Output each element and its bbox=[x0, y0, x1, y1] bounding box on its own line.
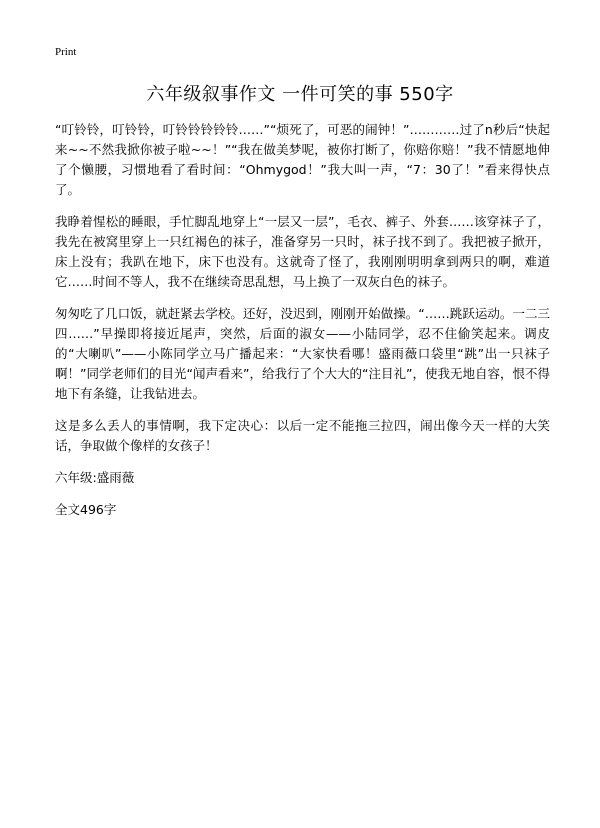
author-line: 六年级:盛雨薇 bbox=[55, 470, 135, 485]
article-title: 六年级叙事作文 一件可笑的事 550字 bbox=[146, 84, 454, 105]
paragraph-4: 这是多么丢人的事情啊，我下定决心：以后一定不能拖三拉四，闹出像今天一样的大笑话，争取做个像样的女孩子！ bbox=[55, 418, 550, 453]
paragraph-2: 我睁着惺松的睡眼，手忙脚乱地穿上“一层又一层”，毛衣、裤子、外套……该穿袜子了，我先在被窝里穿上一只红褐色的袜子，准备穿另一只时，袜子找不到了。我把被子掀开，床上没有；我趴在地下，床下也没有。这就奇了怪了，我刚刚明明拿到两只的啊，难道它……时间不等人，我不在继续奇思乱想，马上换了一双灰白色的袜子。 bbox=[55, 214, 550, 289]
print-link[interactable]: Print bbox=[55, 46, 77, 58]
word-count: 全文496字 bbox=[55, 502, 117, 517]
article-body bbox=[55, 120, 550, 532]
paragraph-1: “叮铃铃，叮铃铃，叮铃铃铃铃铃……”“烦死了，可恶的闹钟！”…………过了n秒后“快起来~~不然我掀你被子啦~~！”“我在做美梦呢，被你打断了，你赔你赔！”我不情愿地伸了个懒腰，习惯地看了看时间：“Ohmygod！”我大叫一声，“7：30了！”看来得快点了。 bbox=[55, 122, 550, 197]
paragraph-3: 匆匆吃了几口饭，就赶紧去学校。还好，没迟到，刚刚开始做操。“……跳跃运动。一二三四……”早操即将接近尾声，突然，后面的淑女——小陆同学，忍不住偷笑起来。调皮的“大喇叭”——小陈同学立马广播起来：“大家快看哪！盛雨薇口袋里“跳”出一只袜子啊！”同学老师们的目光“闻声看来”，给我行了个大大的“注目礼”，使我无地自容，恨不得地下有条缝，让我钻进去。 bbox=[55, 306, 550, 401]
